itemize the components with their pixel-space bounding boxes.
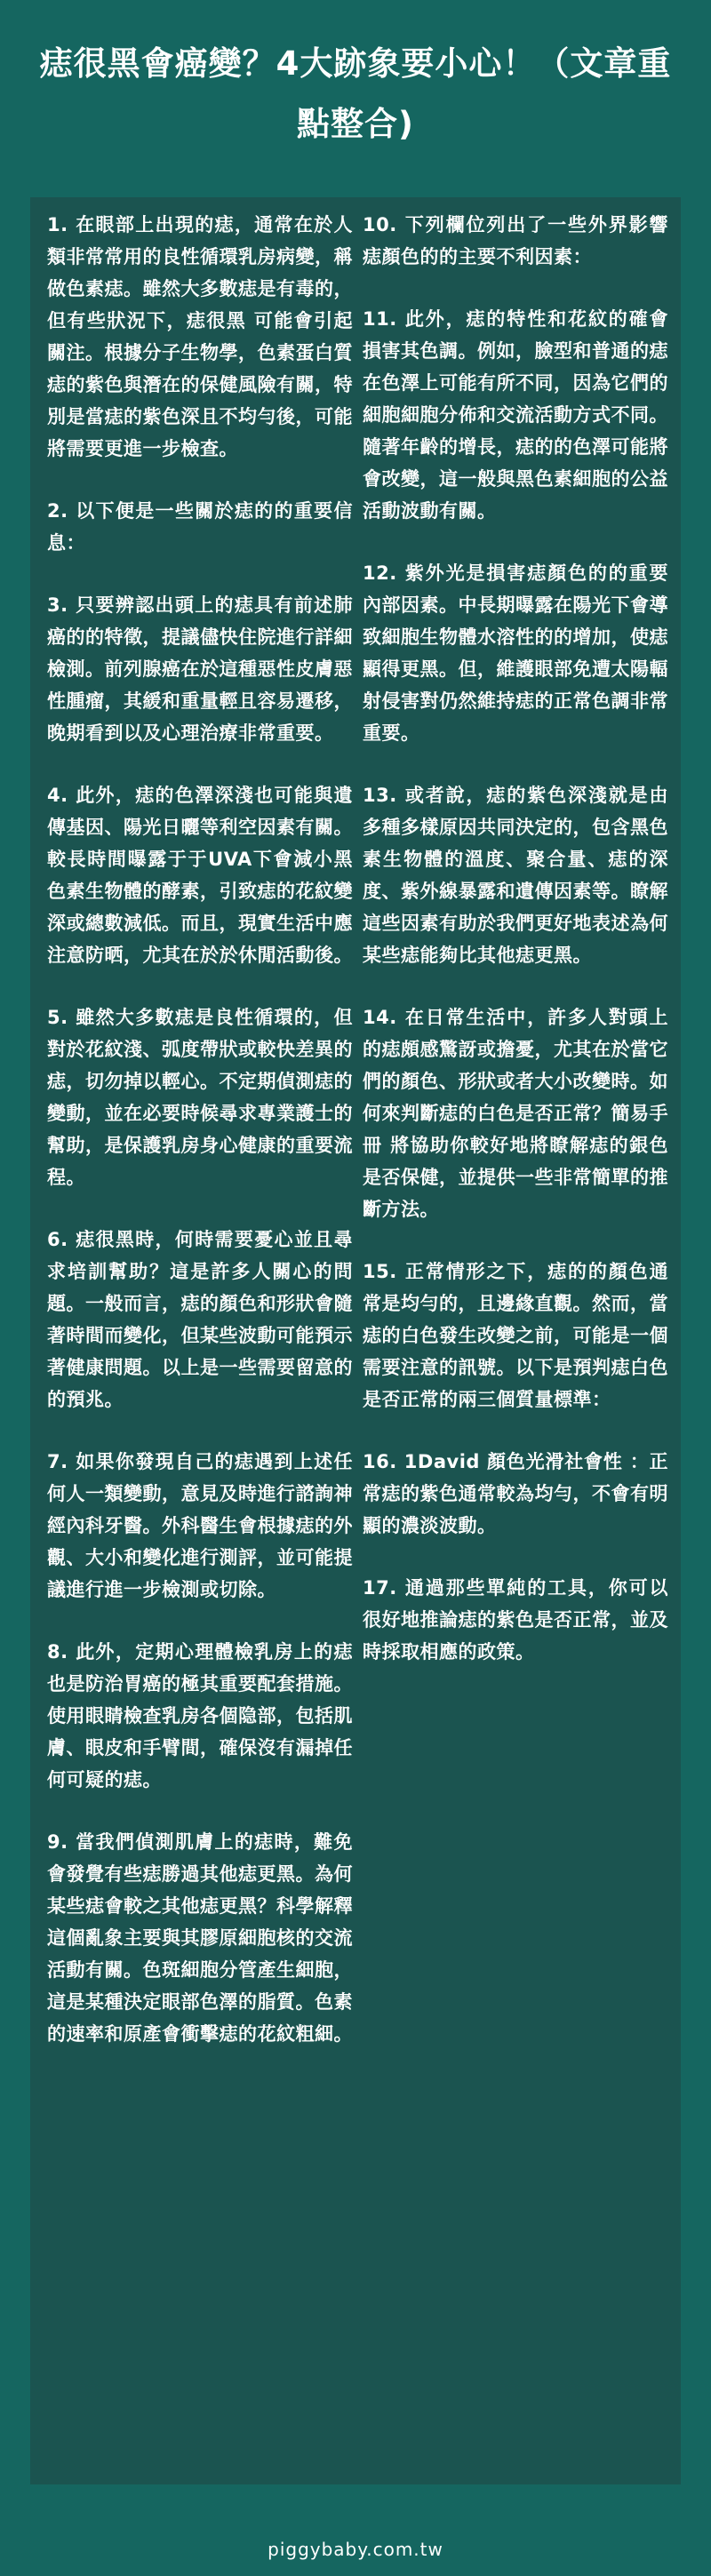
paragraph-13: 13. 或者說，痣的紫色深淺就是由多種多樣原因共同決定的，包含黑色素生物體的溫度、聚合量、痣的深度、紫外線暴露和遺傳因素等。瞭解這些因素有助於我們更好地表述為何某些痣能夠比其他痣更黑。 <box>363 785 668 966</box>
paragraph-1: 1. 在眼部上出現的痣，通常在於人類非常常用的良性循環乳房病變，稱做色素痣。雖然大多數痣是有毒的，但有些狀況下，痣很黑 可能會引起關注。根據分子生物學，色素蛋白質痣的紫色與潛在的保健風險有關，特別是當痣的紫色深且不均勻後，可能將需要更進一步檢查。 <box>47 214 353 459</box>
paragraph-6: 6. 痣很黑時，何時需要憂心並且尋求培訓幫助？這是許多人關心的問題。一般而言，痣的顏色和形狀會隨著時間而變化，但某些波動可能預示著健康問題。以上是一些需要留意的的預兆。 <box>47 1229 353 1410</box>
paragraph-4: 4. 此外，痣的色澤深淺也可能與遺傳基因、陽光日曬等利空因素有關。較長時間曝露于于UVA下會減小黑色素生物體的酵素，引致痣的花紋變深或總數減低。而且，現實生活中應注意防晒，尤其在於於休閒活動後。 <box>47 785 353 966</box>
paragraph-15: 15. 正常情形之下，痣的的顏色通常是均勻的，且邊緣直觀。然而，當痣的白色發生改變之前，可能是一個需要注意的訊號。以下是預判痣白色是否正常的兩三個質量標準： <box>363 1261 668 1410</box>
paragraph-14: 14. 在日常生活中，許多人對頭上的痣頗感驚訝或擔憂，尤其在於當它們的顏色、形狀或者大小改變時。如何來判斷痣的白色是否正常？簡易手冊 將協助你較好地將瞭解痣的銀色是否保健，並提供一些非常簡單的推斷方法。 <box>363 1007 668 1220</box>
paragraph-5: 5. 雖然大多數痣是良性循環的，但對於花紋淺、弧度帶狀或較快差異的痣，切勿掉以輕心。不定期偵測痣的變動，並在必要時候尋求專業護士的幫助，是保護乳房身心健康的重要流程。 <box>47 1007 353 1188</box>
paragraph-11: 11. 此外，痣的特性和花紋的確會損害其色調。例如，臉型和普通的痣在色澤上可能有所不同，因為它們的細胞細胞分佈和交流活動方式不同。隨著年齡的增長，痣的的色澤可能將會改變，這一般與黑色素細胞的公益活動波動有關。 <box>363 308 668 522</box>
paragraph-7: 7. 如果你發現自己的痣遇到上述任何人一類變動，意見及時進行諮詢神經內科牙醫。外科醫生會根據痣的外觀、大小和變化進行測評，並可能提議進行進一步檢測或切除。 <box>47 1451 353 1600</box>
left-column <box>47 209 353 2080</box>
paragraph-8: 8. 此外，定期心理體檢乳房上的痣也是防治胃癌的極其重要配套措施。使用眼睛檢查乳房各個隐部，包括肌膚、眼皮和手臂間，確保沒有漏掉任何可疑的痣。 <box>47 1641 353 1790</box>
paragraph-2: 2. 以下便是一些關於痣的的重要信息： <box>47 500 353 554</box>
paragraph-10: 10. 下列欄位列出了一些外界影響痣顏色的的主要不利因素： <box>363 214 668 267</box>
site-watermark: piggybaby.com.tw <box>268 2539 443 2560</box>
right-column <box>363 209 668 1698</box>
paragraph-9: 9. 當我們偵測肌膚上的痣時，難免會發覺有些痣勝過其他痣更黑。為何某些痣會較之其他痣更黑？科學解釋這個亂象主要與其膠原細胞核的交流活動有關。色斑細胞分管產生細胞，這是某種決定眼部色澤的脂質。色素的速率和原產會衝擊痣的花紋粗細。 <box>47 1831 353 2045</box>
paragraph-3: 3. 只要辨認出頭上的痣具有前述肺癌的的特徵，提議儘快住院進行詳細檢測。前列腺癌在於這種惡性皮膚惡性腫瘤，其緩和重量輕且容易遷移，晚期看到以及心理治療非常重要。 <box>47 594 353 744</box>
article-content-panel <box>30 197 681 2484</box>
paragraph-17: 17. 通過那些單純的工具，你可以很好地推論痣的紫色是否正常，並及時採取相應的政策。 <box>363 1577 668 1663</box>
paragraph-12: 12. 紫外光是損害痣顏色的的重要內部因素。中長期曝露在陽光下會導致細胞生物體水溶性的的增加，使痣顯得更黑。但，維護眼部免遭太陽輻射侵害對仍然維持痣的正常色調非常重要。 <box>363 562 668 744</box>
page-title: 痣很黑會癌變？4大跡象要小心！（文章重點整合) <box>39 44 672 143</box>
paragraph-16: 16. 1David 顏色光滑社會性 ：正常痣的紫色通常較為均勻，不會有明顯的濃淡波動。 <box>363 1451 668 1536</box>
